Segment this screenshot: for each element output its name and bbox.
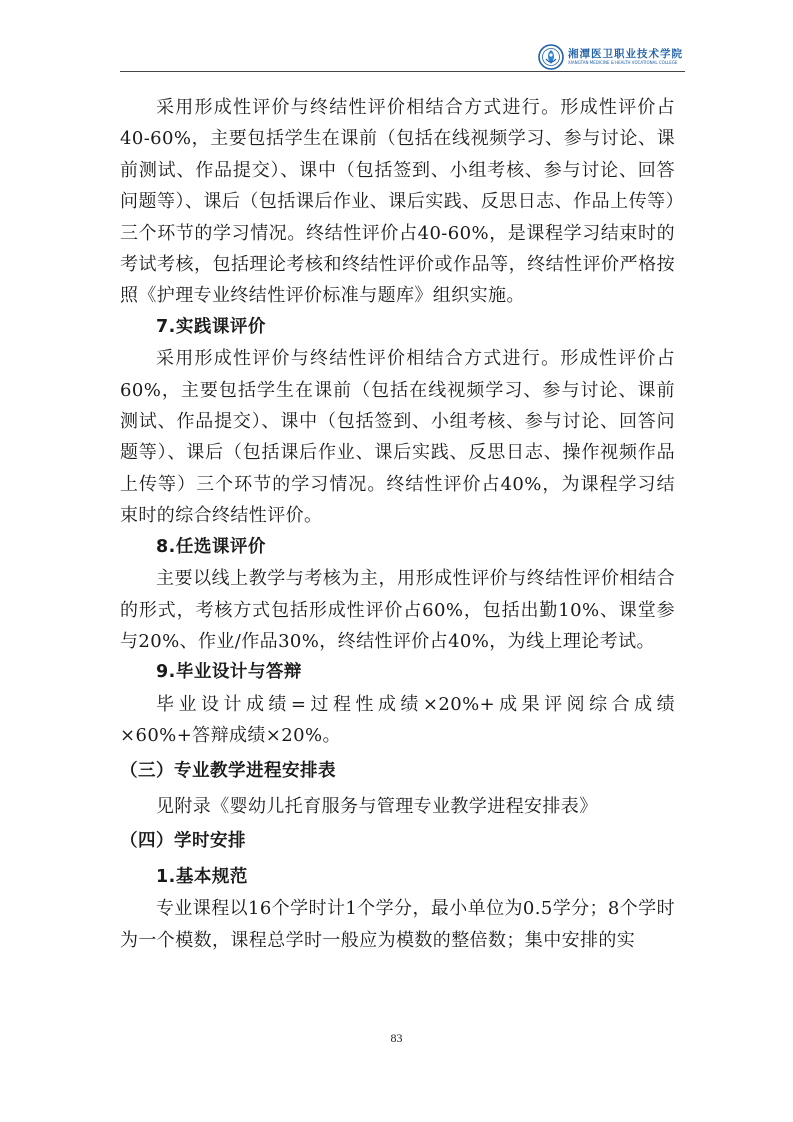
heading-basic-norms: 1.基本规范 (156, 866, 248, 887)
heading-practice-course-evaluation: 7.实践课评价 (156, 316, 266, 337)
paragraph-practice-course-evaluation: 采用形成性评价与终结性评价相结合方式进行。形成性评价占60%，主要包括学生在课前（包括在线视频学习、参与讨论、课前测试、作品提交）、课中（包括签到、小组考核、参与讨论、回答问题等）、课后（包括课后作业、课后实践、反思日志、操作视频作品上传等）三个环节的学习情况。终结性评价占40%，为课程学习结束时的综合终结性评价。 (120, 348, 675, 527)
heading-class-hours: （四）学时安排 (120, 831, 246, 852)
school-seal-icon (538, 44, 564, 70)
paragraph-teaching-schedule: 见附录《婴幼儿托育服务与管理专业教学进程安排表》 (156, 795, 598, 817)
paragraph-elective-course-evaluation: 主要以线上教学与考核为主，用形成性评价与终结性评价相结合的形式，考核方式包括形成性评价占60%，包括出勤10%、课堂参与20%、作业/作品30%，终结性评价占40%，为线上理论考试。 (120, 568, 675, 652)
heading-elective-course-evaluation: 8.任选课评价 (156, 536, 266, 557)
school-name-cn: 湘潭医卫职业技术学院 (568, 47, 683, 60)
document-body (120, 92, 675, 956)
school-name-en: XIANGTAN MEDICINE & HEALTH VOCATIONAL COLLEGE (568, 60, 678, 66)
header-rule (120, 71, 685, 72)
heading-graduation-design: 9.毕业设计与答辩 (156, 662, 302, 683)
paragraph-graduation-design: 毕业设计成绩=过程性成绩×20%+成果评阅综合成绩×60%+答辩成绩×20%。 (120, 693, 675, 747)
page-number: 83 (390, 1031, 403, 1045)
paragraph-assessment-theory: 采用形成性评价与终结性评价相结合方式进行。形成性评价占40-60%，主要包括学生在课前（包括在线视频学习、参与讨论、课前测试、作品提交）、课中（包括签到、小组考核、参与讨论、回答问题等）、课后（包括课后作业、课后实践、反思日志、作品上传等）三个环节的学习情况。终结性评价占40-60%，是课程学习结束时的考试考核，包括理论考核和终结性评价或作品等，终结性评价严格按照《护理专业终结性评价标准与题库》组织实施。 (120, 97, 675, 307)
school-logo (538, 44, 683, 70)
heading-teaching-schedule: （三）专业教学进程安排表 (120, 760, 336, 781)
page-header (120, 42, 685, 72)
paragraph-basic-norms: 专业课程以16个学时计1个学分，最小单位为0.5学分；8个学时为一个模数，课程总学时一般应为模数的整倍数；集中安排的实 (120, 898, 675, 951)
